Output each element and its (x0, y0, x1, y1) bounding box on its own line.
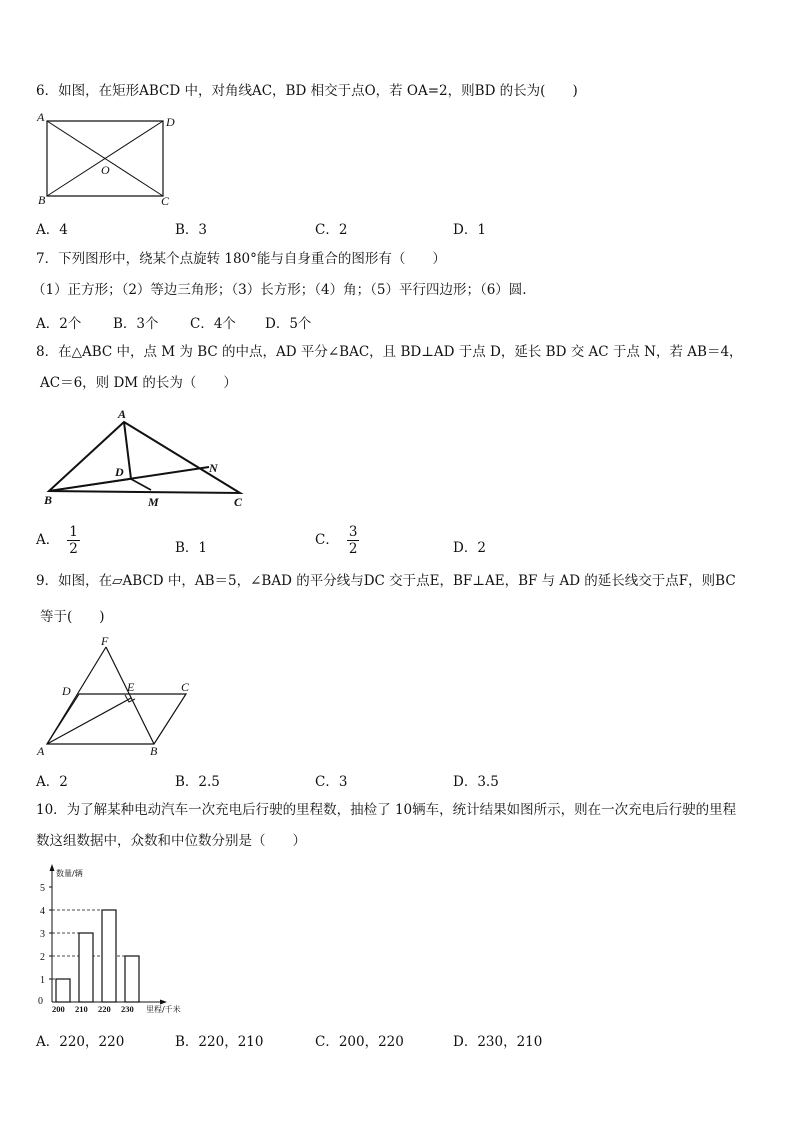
chart-y-tick-label: 5 (40, 883, 45, 894)
q9-parallelogram-figure (34, 634, 204, 764)
q7-option-a[interactable]: A．2个 (36, 316, 82, 332)
q9-option-a[interactable]: A．2 (36, 774, 68, 790)
chart-y-tick-label: 3 (40, 929, 45, 940)
q8-label-a: A (118, 407, 127, 421)
q6-stem: 6．如图，在矩形ABCD 中，对角线AC，BD 相交于点O，若 OA=2，则BD 的长为( ) (36, 83, 578, 99)
q8-stem-line1: 8．在△ABC 中，点 M 为 BC 的中点，AD 平分∠BAC，且 BD⊥AD 于点 D，延长 BD 交 AC 于点 N，若 AB＝4， (36, 344, 743, 360)
q8-option-c[interactable] (315, 524, 359, 557)
q8-label-d: D (115, 465, 124, 479)
chart-y-axis-arrow (50, 864, 55, 871)
chart-y-tick-label: 1 (40, 975, 45, 986)
q9-stem-line1: 9．如图，在▱ABCD 中，AB＝5，∠BAD 的平分线与DC 交于点E，BF⊥AE，BF 与 AD 的延长线交于点F，则BC (36, 573, 736, 589)
q8-label-n: N (209, 461, 218, 475)
q10-option-a[interactable]: A．220，220 (36, 1034, 125, 1050)
chart-x-axis-label: 里程/千米 (146, 1005, 181, 1014)
q7-option-d[interactable]: D．5个 (265, 316, 312, 332)
q10-option-b[interactable]: B．220，210 (175, 1034, 264, 1050)
chart-bar-200 (56, 979, 70, 1002)
q6-label-o: O (101, 163, 110, 177)
q8-option-c-prefix: C． (315, 532, 339, 548)
q10-option-d[interactable]: D．230，210 (453, 1034, 543, 1050)
chart-y-axis-label: 数量/辆 (56, 869, 83, 878)
q9-option-c[interactable]: C．3 (315, 774, 348, 790)
q7-stem: 7．下列图形中，绕某个点旋转 180°能与自身重合的图形有（ ） (36, 251, 446, 267)
q9-label-a: A (37, 744, 45, 758)
q8-option-c-denominator: 2 (348, 541, 358, 557)
chart-x-axis-arrow (160, 1000, 167, 1005)
q6-option-a[interactable]: A．4 (36, 222, 68, 238)
chart-y-tick-label: 0 (38, 996, 43, 1007)
q8-label-c: C (234, 495, 243, 509)
q8-option-c-numerator: 3 (348, 524, 358, 540)
q10-option-c[interactable]: C．200，220 (315, 1034, 404, 1050)
q7-shape-list: （1）正方形；（2）等边三角形；（3）长方形；（4）角；（5）平行四边形；（6）圆. (32, 282, 527, 298)
q6-option-c[interactable]: C．2 (315, 222, 348, 238)
q8-label-b: B (44, 493, 53, 507)
q9-stem-line2: 等于( ) (40, 609, 105, 625)
q8-option-a-fraction (67, 524, 80, 557)
q8-option-a-numerator: 1 (69, 524, 78, 540)
q6-label-a: A (37, 110, 45, 124)
chart-x-tick-label-200: 200 (52, 1004, 65, 1014)
q6-label-c: C (161, 194, 170, 208)
q9-option-d[interactable]: D．3.5 (453, 774, 499, 790)
q9-label-f: F (101, 634, 109, 648)
chart-y-tick-label: 4 (40, 906, 45, 917)
chart-y-tick-label: 2 (40, 952, 45, 963)
chart-bar-210 (79, 933, 93, 1002)
chart-x-tick-label-230: 230 (121, 1004, 134, 1014)
q6-label-b: B (38, 193, 46, 207)
q7-option-c[interactable]: C．4个 (190, 316, 236, 332)
q8-option-a[interactable] (36, 524, 80, 557)
q9-label-e: E (127, 680, 135, 694)
q10-stem-line2: 数这组数据中，众数和中位数分别是（ ） (36, 833, 306, 849)
q7-option-b[interactable]: B．3个 (113, 316, 159, 332)
q9-option-b[interactable]: B．2.5 (175, 774, 220, 790)
q10-bar-chart (30, 860, 210, 1020)
chart-x-tick-label-210: 210 (75, 1004, 88, 1014)
chart-bar-220 (102, 910, 116, 1002)
q9-label-c: C (181, 680, 190, 694)
chart-x-tick-label-220: 220 (98, 1004, 111, 1014)
q8-stem-line2: AC＝6，则 DM 的长为（ ） (40, 375, 237, 391)
q8-label-m: M (148, 495, 159, 509)
q8-option-c-fraction (347, 524, 360, 557)
q6-rectangle-figure (34, 110, 184, 210)
q6-label-d: D (166, 115, 175, 129)
q6-option-d[interactable]: D．1 (453, 222, 486, 238)
q8-option-a-prefix: A． (36, 532, 60, 548)
q9-label-b: B (150, 744, 158, 758)
q8-option-b[interactable]: B．1 (175, 540, 208, 556)
q6-option-b[interactable]: B．3 (175, 222, 208, 238)
q8-option-d[interactable]: D．2 (453, 540, 486, 556)
q9-label-d: D (62, 684, 71, 698)
q10-stem-line1: 10．为了解某种电动汽车一次充电后行驶的里程数，抽检了 10辆车，统计结果如图所示，则在一次充电后行驶的里程 (36, 802, 737, 818)
q8-triangle-figure (38, 402, 253, 512)
chart-bar-230 (125, 956, 139, 1002)
q8-option-a-denominator: 2 (69, 541, 78, 557)
